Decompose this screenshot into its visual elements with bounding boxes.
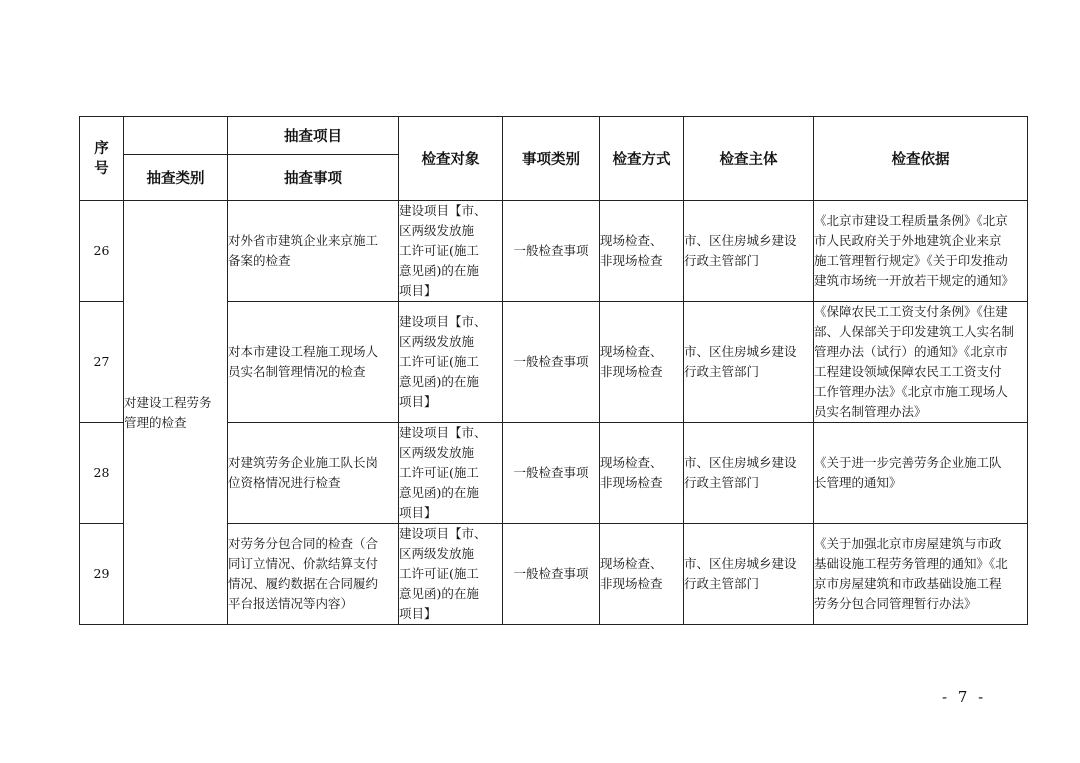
- inspect-subject-cell: 市、区住房城乡建设 行政主管部门: [684, 423, 814, 524]
- matter-type-cell: 一般检查事项: [503, 524, 600, 625]
- inspect-basis-cell: 《北京市建设工程质量条例》《北京 市人民政府关于外地建筑企业来京 施工管理暂行规定》《关于印发推动 建筑市场统一开放若干规定的通知》: [814, 201, 1028, 302]
- inspect-matter-header: 抽查事项: [228, 155, 399, 201]
- inspect-basis-header: 检查依据: [814, 117, 1028, 201]
- row-number: 28: [80, 423, 124, 524]
- inspect-subject-cell: 市、区住房城乡建设 行政主管部门: [684, 524, 814, 625]
- matter-type-cell: 一般检查事项: [503, 302, 600, 423]
- inspect-object-cell: 建设项目【市、 区两级发放施 工许可证(施工 意见函)的在施 项目】: [399, 423, 503, 524]
- inspect-matter-cell: 对本市建设工程施工现场人 员实名制管理情况的检查: [228, 302, 399, 423]
- inspect-method-cell: 现场检查、 非现场检查: [600, 201, 684, 302]
- inspect-method-cell: 现场检查、 非现场检查: [600, 524, 684, 625]
- row-number: 27: [80, 302, 124, 423]
- matter-type-cell: 一般检查事项: [503, 423, 600, 524]
- matter-type-cell: 一般检查事项: [503, 201, 600, 302]
- inspect-subject-header: 检查主体: [684, 117, 814, 201]
- inspect-item-header: 抽查项目: [228, 117, 399, 155]
- inspect-subject-cell: 市、区住房城乡建设 行政主管部门: [684, 201, 814, 302]
- inspect-object-header: 检查对象: [399, 117, 503, 201]
- category-header-blank: [124, 117, 228, 155]
- inspect-method-cell: 现场检查、 非现场检查: [600, 302, 684, 423]
- table-row: [80, 201, 1028, 302]
- inspect-subject-cell: 市、区住房城乡建设 行政主管部门: [684, 302, 814, 423]
- inspect-object-cell: 建设项目【市、 区两级发放施 工许可证(施工 意见函)的在施 项目】: [399, 302, 503, 423]
- inspection-table: [79, 116, 1028, 625]
- inspect-category-cell: 对建设工程劳务 管理的检查: [124, 201, 228, 625]
- row-number: 26: [80, 201, 124, 302]
- inspect-object-cell: 建设项目【市、 区两级发放施 工许可证(施工 意见函)的在施 项目】: [399, 524, 503, 625]
- inspect-basis-cell: 《关于进一步完善劳务企业施工队 长管理的通知》: [814, 423, 1028, 524]
- inspect-basis-cell: 《关于加强北京市房屋建筑与市政 基础设施工程劳务管理的通知》《北 京市房屋建筑和市政基础设施工程 劳务分包合同管理暂行办法》: [814, 524, 1028, 625]
- row-number: 29: [80, 524, 124, 625]
- page-number: - 7 -: [942, 688, 987, 706]
- inspect-object-cell: 建设项目【市、 区两级发放施 工许可证(施工 意见函)的在施 项目】: [399, 201, 503, 302]
- inspect-matter-cell: 对劳务分包合同的检查（合 同订立情况、价款结算支付 情况、履约数据在合同履约 平台报送情况等内容）: [228, 524, 399, 625]
- inspect-basis-cell: 《保障农民工工资支付条例》《住建 部、人保部关于印发建筑工人实名制 管理办法（试行）的通知》《北京市 工程建设领域保障农民工工资支付 工作管理办法》《北京市施工现场人 员实名制管理办法》: [814, 302, 1028, 423]
- inspect-method-header: 检查方式: [600, 117, 684, 201]
- inspect-category-header: 抽查类别: [124, 155, 228, 201]
- header-row-1: [80, 117, 1028, 155]
- inspect-matter-cell: 对建筑劳务企业施工队长岗 位资格情况进行检查: [228, 423, 399, 524]
- inspect-matter-cell: 对外省市建筑企业来京施工 备案的检查: [228, 201, 399, 302]
- inspect-method-cell: 现场检查、 非现场检查: [600, 423, 684, 524]
- matter-type-header: 事项类别: [503, 117, 600, 201]
- seq-header: 序 号: [80, 117, 124, 201]
